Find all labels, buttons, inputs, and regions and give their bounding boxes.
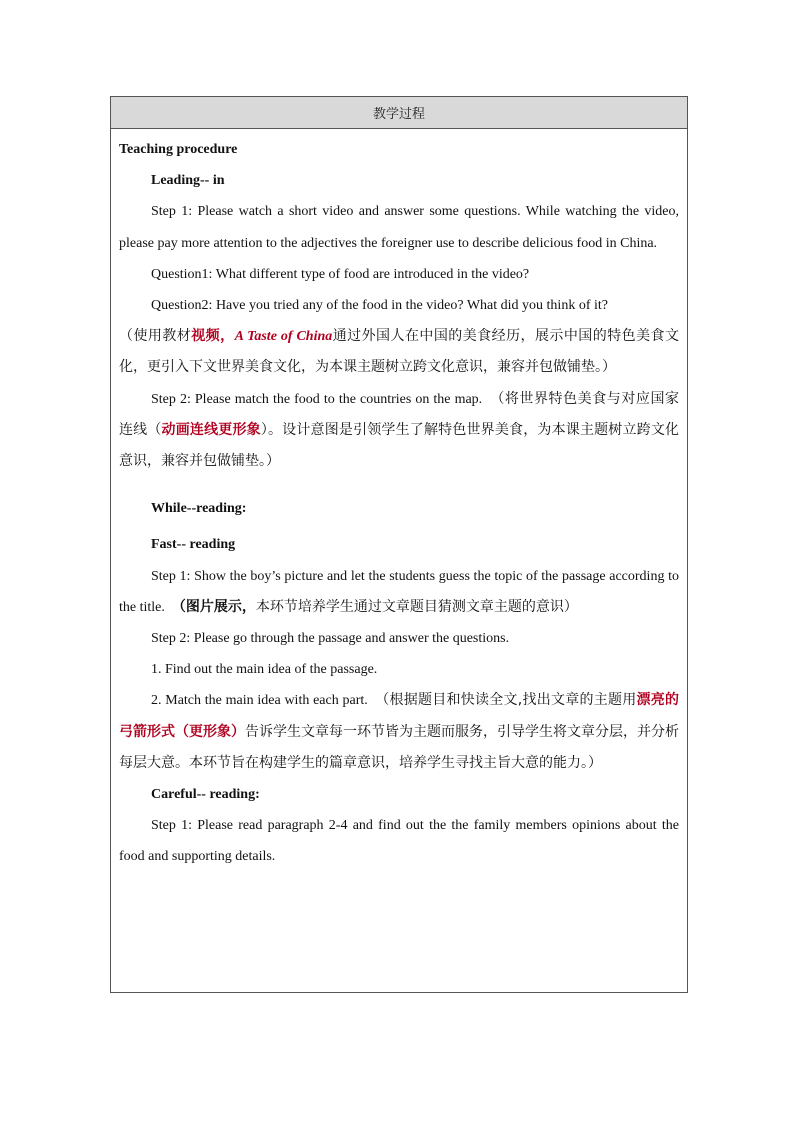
step2-cn-pre: （将世界特色美食与对应国家连线（ (119, 390, 680, 438)
note1-pre: （使用教材 (119, 328, 192, 345)
fast-step1-cn: 本环节培养学生通过文章题目猜测文章主题的意识） (255, 598, 578, 615)
item2-cn-post: 告诉学生文章每一环节皆为主题而服务，引导学生将文章分层，并分析每层大意。本环节旨在构建学生的篇章意识，培养学生寻找主旨大意的能力。） (119, 723, 679, 771)
leading-step1: Step 1: Please watch a short video and answer some questions. While watching the video, please pay more attention to the adjectives the foreigner use to describe delicious food in China. (119, 204, 679, 251)
leading-note1 (119, 321, 679, 383)
teaching-process-table (110, 96, 688, 993)
fast-item1: 1. Find out the main idea of the passage. (151, 662, 378, 678)
leading-step2 (119, 384, 679, 478)
table-body (111, 129, 687, 992)
note1-post: 通过外国人在中国的美食经历，展示中国的特色美食文化，更引入下文世界美食文化，为本课主题树立跨文化意识，兼容并包做铺垫。） (119, 328, 679, 376)
section-title: Teaching procedure (119, 142, 238, 157)
fast-item2 (119, 685, 679, 779)
note1-title: A Taste of China (234, 329, 333, 345)
item2-en: 2. Match the main idea with each part. (151, 693, 368, 709)
fast-step1-en: Step 1: Show the boy’s picture and let the students guess the topic of the passage according to the title. (119, 568, 679, 615)
careful-heading: Careful-- reading: (151, 787, 260, 803)
leading-heading: Leading-- in (151, 173, 225, 189)
spacer (119, 477, 679, 493)
step2-cn-red: 动画连线更形象 (161, 421, 261, 438)
note1-red: 视频， (191, 328, 235, 345)
table-header: 教学过程 (111, 97, 687, 129)
item2-cn-pre: （根据题目和快读全文,找出文章的主题用 (375, 692, 637, 709)
while-heading: While--reading: (151, 501, 247, 517)
leading-question1: Question1: What different type of food are introduced in the video? (151, 266, 530, 282)
step2-en: Step 2: Please match the food to the countries on the map. (151, 391, 483, 407)
item2-cn-red: 漂亮的弓箭形式（更形象） (119, 692, 680, 740)
fast-heading: Fast-- reading (151, 537, 236, 553)
fast-step1 (119, 561, 679, 623)
fast-step1-bold: （图片展示， (171, 598, 256, 615)
fast-step2: Step 2: Please go through the passage and answer the questions. (151, 631, 510, 647)
step2-cn-post: ）。设计意图是引领学生了解特色世界美食，为本课主题树立跨文化意识，兼容并包做铺垫。） (119, 421, 680, 470)
careful-step1: Step 1: Please read paragraph 2-4 and find out the the family members opinions about the food and supporting details. (119, 818, 679, 865)
leading-question2: Question2: Have you tried any of the food in the video? What did you think of it? (151, 298, 608, 314)
